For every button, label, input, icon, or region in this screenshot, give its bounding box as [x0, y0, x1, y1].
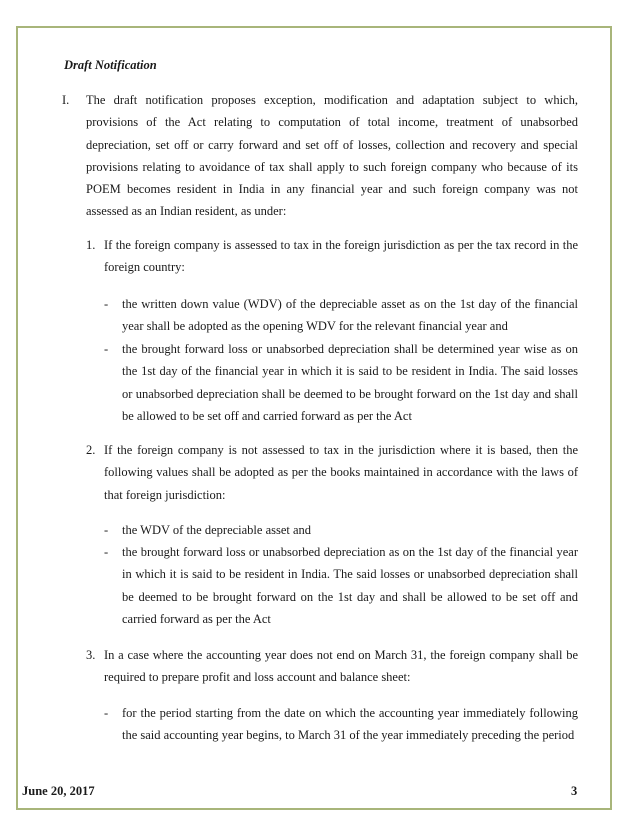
bullet-text: the WDV of the depreciable asset and: [122, 523, 312, 537]
bullet-dash: -: [104, 545, 109, 559]
bullet-text: the brought forward loss or unabsorbed depreciation as on the 1st day of the financial year in which it is said to be resident in India. The said losses or unabsorbed depreciation shall be deemed to be brought forward on the 1st day and shall be allowed to be set off and carried forward as per the Act: [122, 545, 578, 626]
intro-paragraph: The draft notification proposes exception, modification and adaptation subject to which, provisions of the Act relating to computation of total income, treatment of unabsorbed depreciation, set off or carry forward and set off of losses, collection and recovery and special provisions relating to avoidance of tax shall apply to such foreign company who because of its POEM becomes resident in India in any financial year and such foreign company was not assessed as an Indian resident, as under:: [86, 93, 578, 219]
bullet-text: for the period starting from the date on which the accounting year immediately following the said accounting year begins, to March 31 of the year immediately preceding the period: [122, 706, 578, 743]
section-heading: Draft Notification: [64, 58, 157, 72]
item-text: If the foreign company is not assessed to tax in the jurisdiction where it is based, then the following values shall be adopted as per the books maintained in accordance with the laws of that foreign jurisdiction:: [104, 443, 578, 502]
bullet-dash: -: [104, 342, 109, 356]
bullet-dash: -: [104, 297, 109, 311]
item-text: In a case where the accounting year does not end on March 31, the foreign company shall be required to prepare profit and loss account and balance sheet:: [104, 648, 578, 685]
item-number: 3.: [86, 648, 96, 662]
item-number: 1.: [86, 238, 96, 252]
bullet-text: the written down value (WDV) of the depreciable asset as on the 1st day of the financial year shall be adopted as the opening WDV for the relevant financial year and: [122, 297, 578, 334]
bullet-text: the brought forward loss or unabsorbed depreciation shall be determined year wise as on the 1st day of the financial year in which it is said to be resident in India. The said losses or unabsorbed depreciation shall be deemed to be brought forward on the 1st day and shall be allowed to be set off and carried forward as per the Act: [122, 342, 578, 423]
page-number: 3: [571, 784, 578, 798]
footer-date: June 20, 2017: [22, 784, 95, 798]
section-numeral: I.: [62, 93, 70, 107]
item-text: If the foreign company is assessed to tax in the foreign jurisdiction as per the tax record in the foreign country:: [104, 238, 578, 275]
bullet-dash: -: [104, 523, 109, 537]
bullet-dash: -: [104, 706, 109, 720]
item-number: 2.: [86, 443, 96, 457]
